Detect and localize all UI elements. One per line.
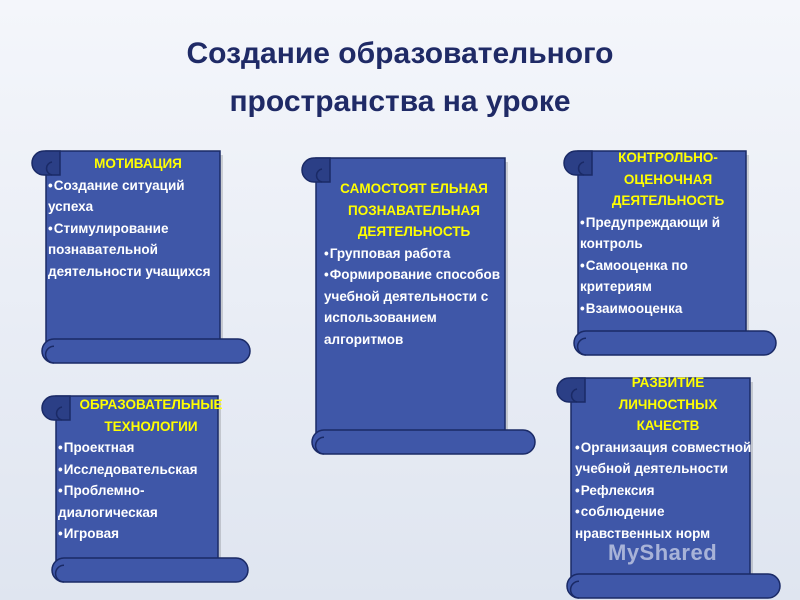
- scroll-item: • Проблемно-диалогическая: [58, 480, 244, 523]
- scroll-content: [575, 372, 761, 544]
- scroll-item: • Взаимооценка: [580, 298, 756, 320]
- title-line-1: Создание образовательного: [186, 37, 614, 70]
- scroll-heading-line: САМОСТОЯТ ЕЛЬНАЯ: [340, 181, 488, 196]
- scroll-heading: [58, 394, 244, 437]
- scroll-independent-activity: [290, 152, 535, 454]
- scroll-item: • Рефлексия: [575, 480, 761, 502]
- scroll-item: • Организация совместной учебной деятельности: [575, 437, 761, 480]
- scroll-heading-line: МОТИВАЦИЯ: [94, 156, 182, 171]
- scroll-bottom-roll: [574, 331, 776, 355]
- scroll-bottom-roll: [567, 574, 780, 598]
- page-title: [100, 30, 700, 126]
- scroll-heading-line: ДЕЯТЕЛЬНОСТЬ: [611, 193, 725, 208]
- scroll-heading-line: ТЕХНОЛОГИИ: [104, 418, 198, 434]
- scroll-heading-line: ОБРАЗОВАТЕЛЬНЫЕ: [79, 397, 223, 412]
- scroll-item: • Самооценка по критериям: [580, 255, 756, 298]
- scroll-item: • Исследовательская: [58, 459, 244, 481]
- scroll-content: [58, 394, 244, 545]
- scroll-item-list: [580, 212, 756, 320]
- scroll-item-list: [575, 437, 761, 545]
- scroll-item: • Создание ситуаций успеха: [48, 175, 228, 218]
- scroll-item: • Групповая работа: [324, 243, 504, 265]
- scroll-heading-line: ОЦЕНОЧНАЯ: [623, 171, 713, 187]
- scroll-bottom-roll: [312, 430, 535, 454]
- scroll-item: • соблюдение нравственных норм: [575, 501, 761, 544]
- scroll-bottom-roll: [42, 339, 250, 363]
- scroll-heading: [575, 372, 761, 437]
- title-line-2: пространства на уроке: [229, 85, 571, 118]
- scroll-item-list: [58, 437, 244, 545]
- scroll-item: • Стимулирование познавательной деятельности учащихся: [48, 218, 228, 283]
- scroll-motivation: [20, 145, 250, 363]
- scroll-item: • Игровая: [58, 523, 244, 545]
- scroll-content: [48, 153, 228, 282]
- scroll-item-list: [324, 243, 504, 351]
- scroll-heading-line: ПОЗНАВАТЕЛЬНАЯ: [348, 202, 480, 218]
- scroll-item: • Предупреждающи й контроль: [580, 212, 756, 255]
- scroll-bottom-roll: [52, 558, 248, 582]
- scroll-educational-technologies: [30, 390, 248, 582]
- watermark: MyShared: [608, 540, 718, 565]
- scroll-content: [324, 178, 504, 350]
- scroll-item: • Проектная: [58, 437, 244, 459]
- scroll-control-assessment: [552, 145, 776, 355]
- scroll-heading: [580, 147, 756, 212]
- scroll-heading: [324, 178, 504, 243]
- scroll-heading-line: КОНТРОЛЬНО-: [618, 150, 718, 165]
- scroll-heading: [48, 153, 228, 175]
- scroll-item-list: [48, 175, 228, 283]
- scroll-heading-line: РАЗВИТИЕ: [631, 375, 705, 390]
- scroll-heading-line: ЛИЧНОСТНЫХ: [618, 396, 718, 412]
- scroll-heading-line: КАЧЕСТВ: [636, 418, 700, 433]
- scroll-item: • Формирование способов учебной деятельности с использованием алгоритмов: [324, 264, 504, 350]
- scroll-heading-line: ДЕЯТЕЛЬНОСТЬ: [357, 224, 471, 239]
- scroll-content: [580, 147, 756, 319]
